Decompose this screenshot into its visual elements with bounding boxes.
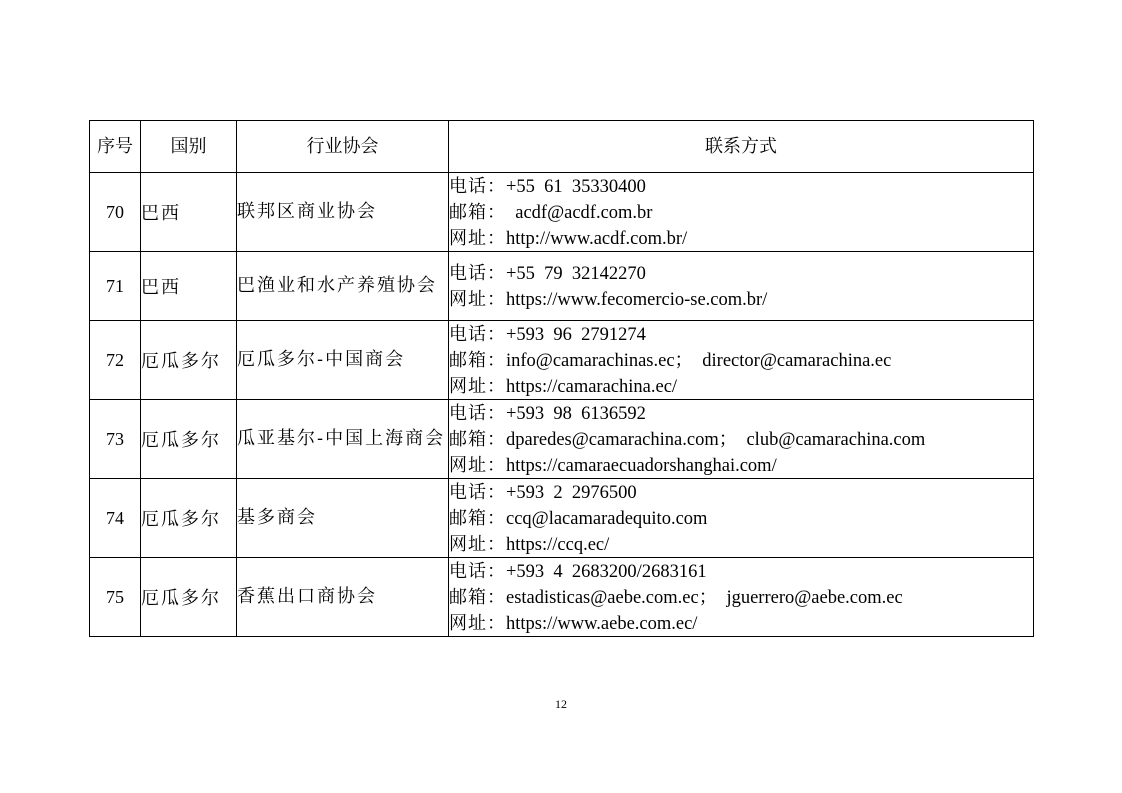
contact-label: 电话： — [449, 263, 506, 284]
contact-label: 网址： — [449, 613, 506, 634]
contact-line — [449, 347, 1033, 373]
row-seq: 71 — [90, 252, 141, 321]
row-country: 厄瓜多尔 — [141, 558, 237, 637]
contact-label: 电话： — [449, 176, 506, 197]
header-contact: 联系方式 — [449, 121, 1034, 173]
contact-line — [449, 584, 1033, 610]
row-association: 基多商会 — [237, 479, 449, 558]
contact-line — [449, 199, 1033, 225]
contact-label: 网址： — [449, 289, 506, 310]
row-association: 瓜亚基尔-中国上海商会 — [237, 400, 449, 479]
row-country: 厄瓜多尔 — [141, 400, 237, 479]
contact-value: https://ccq.ec/ — [506, 535, 610, 555]
header-country: 国别 — [141, 121, 237, 173]
row-contact — [449, 321, 1034, 400]
row-country: 厄瓜多尔 — [141, 321, 237, 400]
contact-line — [449, 531, 1033, 557]
table-header-row — [90, 121, 1034, 173]
contact-line — [449, 225, 1033, 251]
row-seq: 75 — [90, 558, 141, 637]
row-country: 巴西 — [141, 252, 237, 321]
contact-label: 邮箱： — [449, 429, 506, 450]
contact-value: https://www.fecomercio-se.com.br/ — [506, 290, 768, 310]
contact-value: dparedes@camarachina.com； club@camarachina.com — [506, 430, 926, 450]
contact-line — [449, 452, 1033, 478]
contact-line — [449, 173, 1033, 199]
contact-value: https://camarachina.ec/ — [506, 377, 678, 397]
row-country: 巴西 — [141, 173, 237, 252]
table-body — [90, 173, 1034, 637]
row-seq: 73 — [90, 400, 141, 479]
contact-value: acdf@acdf.com.br — [506, 203, 653, 223]
contact-line — [449, 505, 1033, 531]
row-contact — [449, 479, 1034, 558]
contact-label: 邮箱： — [449, 508, 506, 529]
table-row — [90, 400, 1034, 479]
table-row — [90, 558, 1034, 637]
page-number: 12 — [555, 697, 567, 711]
contact-label: 网址： — [449, 376, 506, 397]
contact-value: +593 98 6136592 — [506, 404, 646, 424]
row-association: 厄瓜多尔-中国商会 — [237, 321, 449, 400]
row-contact — [449, 400, 1034, 479]
contact-line — [449, 479, 1033, 505]
contact-line — [449, 260, 1033, 286]
contact-label: 邮箱： — [449, 202, 506, 223]
contact-label: 电话： — [449, 324, 506, 345]
header-seq: 序号 — [90, 121, 141, 173]
contact-line — [449, 558, 1033, 584]
contact-label: 网址： — [449, 534, 506, 555]
association-contact-table — [89, 120, 1034, 637]
row-seq: 74 — [90, 479, 141, 558]
contact-label: 邮箱： — [449, 350, 506, 371]
table-row — [90, 321, 1034, 400]
contact-value: https://www.aebe.com.ec/ — [506, 614, 698, 634]
contact-label: 电话： — [449, 482, 506, 503]
row-association: 香蕉出口商协会 — [237, 558, 449, 637]
contact-value: +55 79 32142270 — [506, 264, 646, 284]
contact-value: info@camarachinas.ec； director@camarachina.ec — [506, 351, 892, 371]
row-seq: 72 — [90, 321, 141, 400]
contact-value: +55 61 35330400 — [506, 177, 646, 197]
contact-value: +593 2 2976500 — [506, 483, 637, 503]
contact-value: https://camaraecuadorshanghai.com/ — [506, 456, 777, 476]
contact-line — [449, 610, 1033, 636]
contact-value: +593 4 2683200/2683161 — [506, 562, 707, 582]
row-seq: 70 — [90, 173, 141, 252]
header-association: 行业协会 — [237, 121, 449, 173]
contact-value: http://www.acdf.com.br/ — [506, 229, 688, 249]
contact-line — [449, 426, 1033, 452]
row-association: 联邦区商业协会 — [237, 173, 449, 252]
contact-value: +593 96 2791274 — [506, 325, 646, 345]
contact-label: 电话： — [449, 403, 506, 424]
contact-line — [449, 321, 1033, 347]
row-contact — [449, 558, 1034, 637]
contact-label: 邮箱： — [449, 587, 506, 608]
contact-value: ccq@lacamaradequito.com — [506, 509, 708, 529]
contact-label: 网址： — [449, 455, 506, 476]
contact-label: 网址： — [449, 228, 506, 249]
table-row — [90, 479, 1034, 558]
contact-label: 电话： — [449, 561, 506, 582]
table-row — [90, 173, 1034, 252]
contact-line — [449, 373, 1033, 399]
contact-line — [449, 400, 1033, 426]
row-contact — [449, 252, 1034, 321]
row-association: 巴渔业和水产养殖协会 — [237, 252, 449, 321]
contact-line — [449, 286, 1033, 312]
contact-value: estadisticas@aebe.com.ec； jguerrero@aebe.com.ec — [506, 588, 903, 608]
row-country: 厄瓜多尔 — [141, 479, 237, 558]
table-row — [90, 252, 1034, 321]
row-contact — [449, 173, 1034, 252]
